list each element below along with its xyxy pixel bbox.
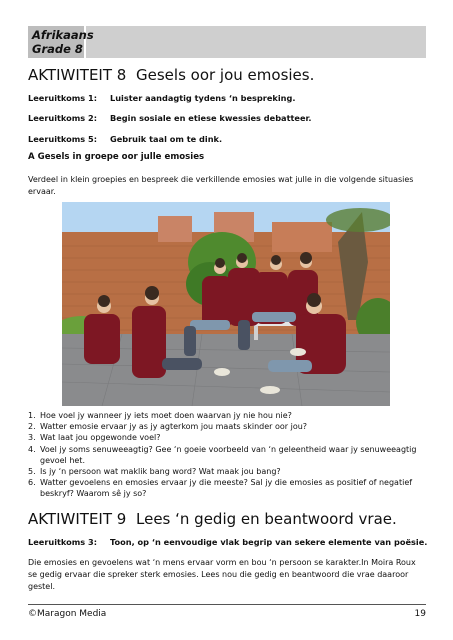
page-number: 19	[414, 609, 426, 619]
grade-label: Grade 8	[32, 42, 83, 56]
activity-8-heading	[28, 66, 314, 84]
outcome-label: Leeruitkoms 5:	[28, 134, 97, 144]
question-item	[28, 410, 428, 421]
outcome-label: Leeruitkoms 2:	[28, 113, 97, 123]
activity-9-number: AKTIWITEIT 9	[28, 510, 127, 528]
outcome-row	[28, 537, 427, 547]
outcome-row	[28, 134, 222, 144]
outcome-label: Leeruitkoms 3:	[28, 537, 97, 547]
activity-9-heading	[28, 510, 397, 528]
activity-8-title: Gesels oor jou emosies.	[136, 66, 315, 84]
question-number: 1.	[28, 411, 36, 420]
footer-divider	[28, 604, 426, 605]
question-text: Watter gevoelens en emosies ervaar jy die meeste? Sal jy die emosies as positief of negatief beskryf? Waarom sê jy so?	[40, 478, 413, 499]
poem-intro-paragraph: Die emosies en gevoelens wat ‘n mens ervaar vorm en bou ‘n persoon se karakter.In Moira Roux se gedig ervaar die spreker sterk emosies. Lees nou die gedig en beantwoord die vrae daaroor gestel.	[28, 558, 416, 591]
question-text: Hoe voel jy wanneer jy iets moet doen waarvan jy nie hou nie?	[40, 411, 292, 420]
question-text: Wat laat jou opgewonde voel?	[40, 433, 161, 443]
publisher-credit: ©Maragon Media	[28, 609, 107, 619]
subject-label: Afrikaans	[32, 28, 94, 42]
outcome-row	[28, 113, 312, 123]
question-item	[28, 421, 428, 432]
question-number: 2.	[28, 422, 36, 432]
activity-9-title: Lees ‘n gedig en beantwoord vrae.	[136, 510, 397, 528]
question-item	[28, 466, 428, 477]
question-text: Is jy ‘n persoon wat maklik bang word? Wat maak jou bang?	[40, 467, 281, 477]
question-text: Watter emosie ervaar jy as jy agterkom jou maats skinder oor jou?	[40, 422, 308, 432]
question-number: 4.	[28, 444, 36, 454]
section-heading: A Gesels in groepe oor julle emosies	[28, 152, 205, 162]
subject-grade-label	[28, 26, 94, 58]
outcome-row	[28, 93, 295, 103]
question-item	[28, 444, 428, 466]
outcome-text: Gebruik taal om te dink.	[110, 134, 223, 144]
question-text: Voel jy soms senuweeagtig? Gee ‘n goeie voorbeeld van ‘n geleentheid waar jy senuweeagtig gevoel het.	[40, 444, 417, 465]
question-item	[28, 477, 428, 499]
question-number: 3.	[28, 433, 36, 443]
question-list	[28, 410, 428, 500]
question-item	[28, 432, 428, 443]
outcome-text: Toon, op ‘n eenvoudige vlak begrip van sekere elemente van poësie.	[110, 537, 428, 547]
question-number: 6.	[28, 478, 36, 488]
outcome-text: Begin sosiale en etiese kwessies debatteer.	[110, 113, 312, 123]
activity-8-number: AKTIWITEIT 8	[28, 66, 127, 84]
students-photo	[62, 202, 390, 406]
question-number: 5.	[28, 467, 36, 477]
instruction-paragraph: Verdeel in klein groepies en bespreek die verkillende emosies wat julle in die volgende situasies ervaar.	[28, 175, 414, 196]
outcome-text: Luister aandagtig tydens ‘n bespreking.	[110, 93, 296, 103]
outcome-label: Leeruitkoms 1:	[28, 93, 97, 103]
